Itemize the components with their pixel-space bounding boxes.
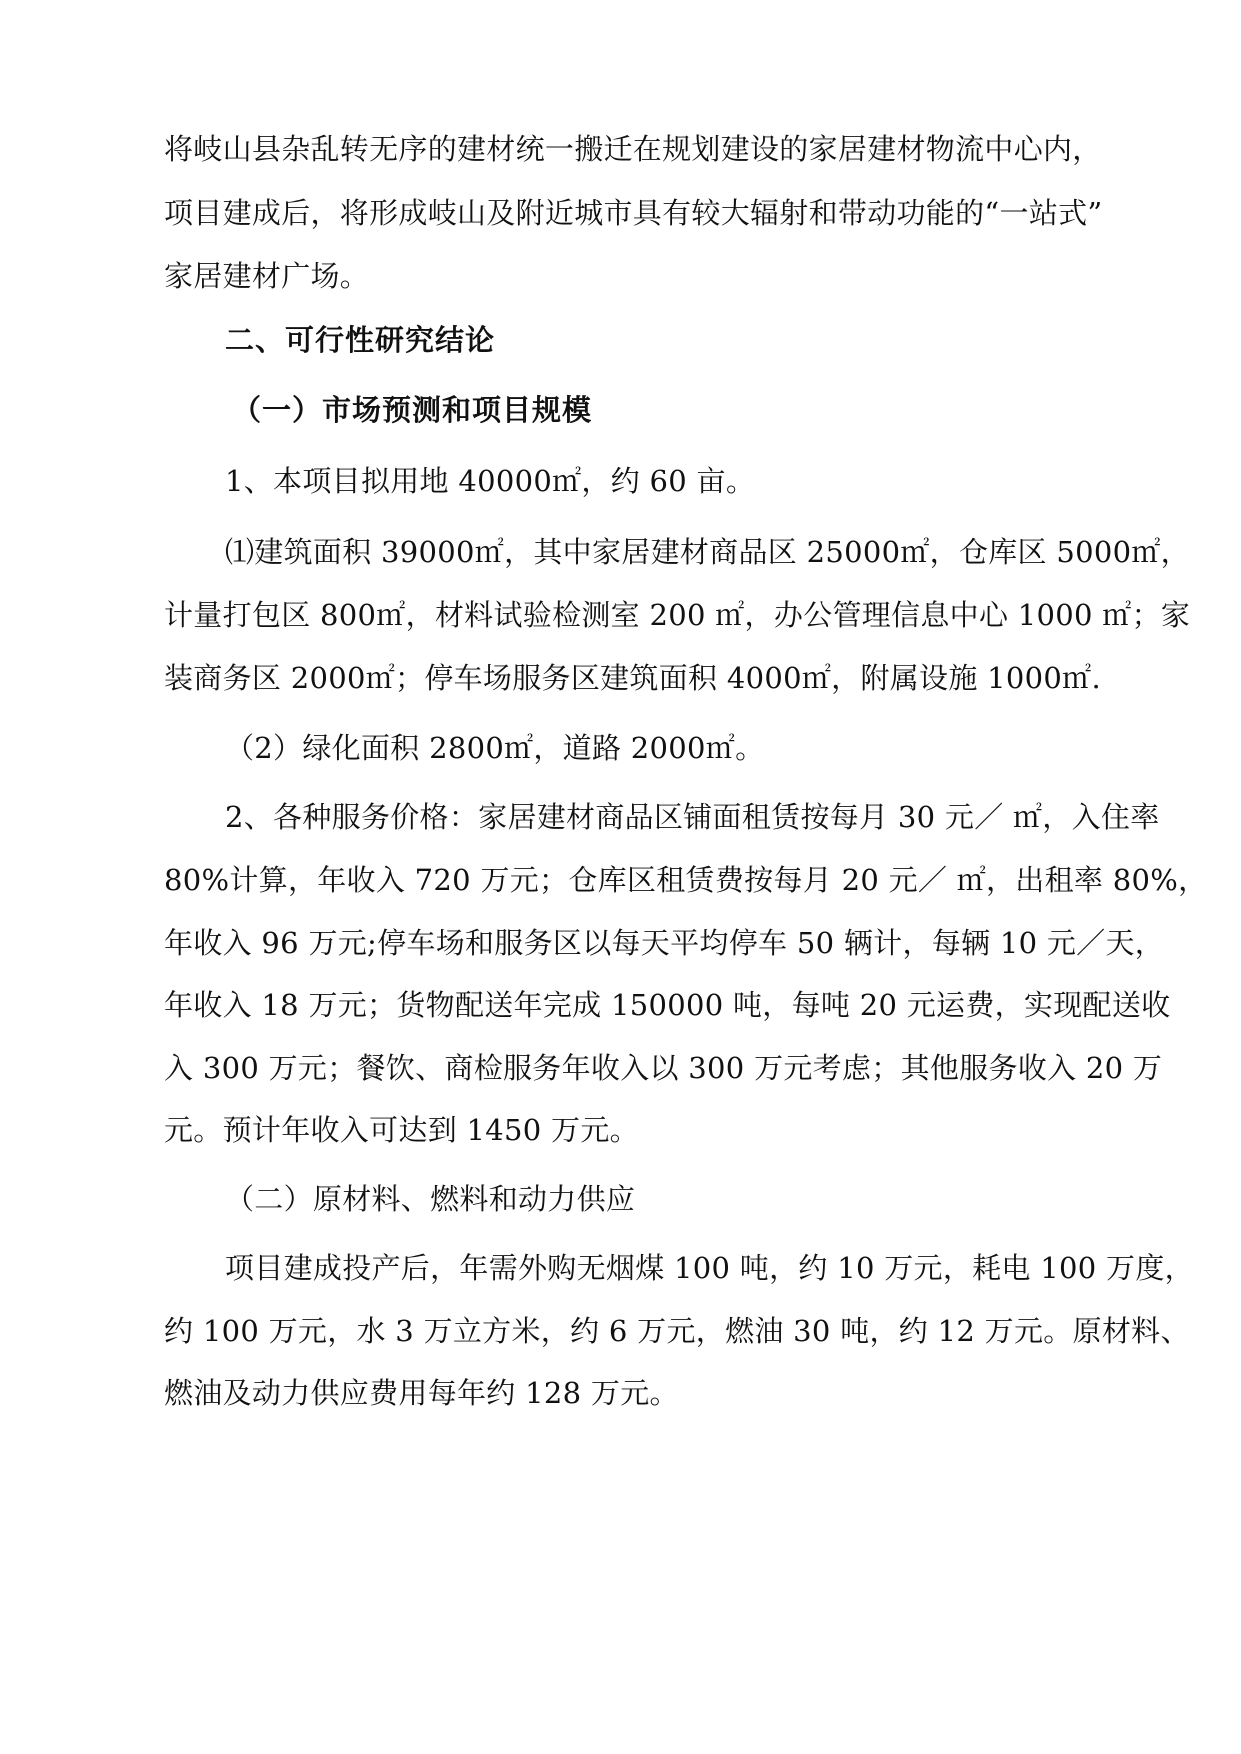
text-line: 家居建材广场。 bbox=[164, 259, 370, 293]
text-line: 元。预计年收入可达到 1450 万元。 bbox=[164, 1113, 639, 1147]
text-line: 约 100 万元，水 3 万立方米，约 6 万元，燃油 30 吨，约 12 万元。原材料、 bbox=[164, 1314, 1190, 1348]
text-line: 入 300 万元；餐饮、商检服务年收入以 300 万元考虑；其他服务收入 20 万 bbox=[164, 1051, 1163, 1085]
text-line: 燃油及动力供应费用每年约 128 万元。 bbox=[164, 1376, 679, 1410]
list-item: 1、本项目拟用地 40000㎡，约 60 亩。 bbox=[225, 464, 756, 498]
text-line: 将岐山县杂乱转无序的建材统一搬迁在规划建设的家居建材物流中心内， bbox=[164, 132, 1102, 166]
text-line: 2、各种服务价格：家居建材商品区铺面租赁按每月 30 元／ ㎡，入住率 bbox=[225, 800, 1160, 834]
text-line: ⑴建筑面积 39000㎡，其中家居建材商品区 25000㎡，仓库区 5000㎡， bbox=[225, 535, 1190, 569]
sub-item: （2）绿化面积 2800㎡，道路 2000㎡。 bbox=[225, 731, 765, 765]
section-heading: 二、可行性研究结论 bbox=[225, 323, 496, 357]
text-line: 装商务区 2000㎡；停车场服务区建筑面积 4000㎡，附属设施 1000㎡. bbox=[164, 661, 1101, 695]
text-line: 80%计算，年收入 720 万元；仓库区租赁费按每月 20 元／ ㎡，出租率 80%， bbox=[164, 863, 1208, 897]
text-line: 年收入 96 万元;停车场和服务区以每天平均停车 50 辆计，每辆 10 元／天， bbox=[164, 926, 1165, 960]
subsection-heading: （一）市场预测和项目规模 bbox=[232, 393, 593, 427]
text-line: 项目建成后，将形成岐山及附近城市具有较大辐射和带动功能的“一站式” bbox=[164, 196, 1103, 230]
text-line: 计量打包区 800㎡，材料试验检测室 200 ㎡，办公管理信息中心 1000 ㎡；家 bbox=[164, 598, 1191, 632]
text-line: 项目建成投产后，年需外购无烟煤 100 吨，约 10 万元，耗电 100 万度， bbox=[225, 1251, 1194, 1285]
subsection-heading: （二）原材料、燃料和动力供应 bbox=[225, 1182, 636, 1216]
text-line: 年收入 18 万元；货物配送年完成 150000 吨，每吨 20 元运费，实现配送收 bbox=[164, 988, 1171, 1022]
